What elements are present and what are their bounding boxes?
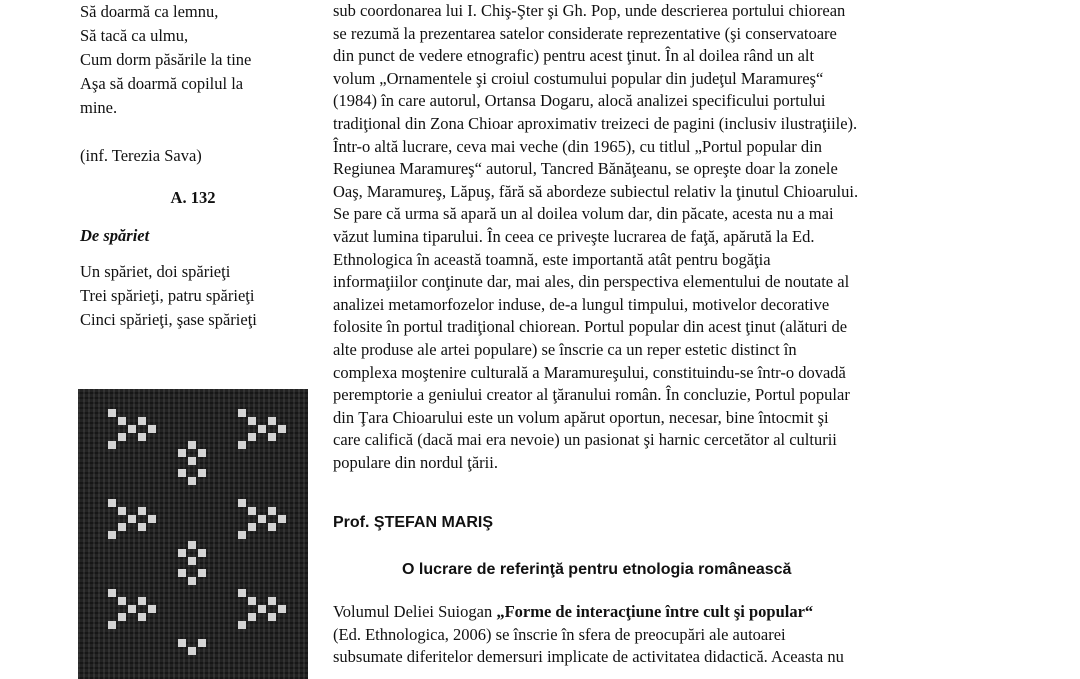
text-line: Regiunea Maramureş“ autorul, Tancred Bănăţeanu, se opreşte doar la zonele <box>333 159 838 179</box>
section-number: A. 132 <box>170 188 216 207</box>
motif-center <box>178 441 206 655</box>
text-line: tradiţional din Zona Chioar aproximativ treizeci de pagini (inclusiv ilustraţiile). <box>333 113 858 133</box>
poem-line: Să doarmă ca lemnu, <box>80 2 219 21</box>
text-line: Ethnologica în această toamnă, este importantă atât pentru bogăţia <box>333 249 771 269</box>
poem-line: Cinci spărieţi, şase spărieţi <box>80 310 257 329</box>
text-line: Se pare că urma să apară un al doilea volum dar, din păcate, acesta nu a mai <box>333 204 834 224</box>
text-line: (Ed. Ethnologica, 2006) se înscrie în sfera de preocupări ale autoarei <box>333 624 786 644</box>
text-line: volum „Ornamentele şi croiul costumului popular din judeţul Maramureş“ <box>333 68 824 88</box>
text-line <box>333 601 933 624</box>
woven-pattern-image <box>78 389 308 679</box>
second-paragraph <box>333 601 933 669</box>
poem-line: Aşa să doarmă copilul la <box>80 74 244 93</box>
text-line: se rezumă la prezentarea satelor considerate reprezentative (şi conservatoare <box>333 23 837 43</box>
text-line: peremptorie a geniului creator al ţăranului român. În concluzie, Portul popular <box>333 385 850 405</box>
text-line: din Ţara Chioarului este un volum apărut oportun, necesar, bine întocmit şi <box>333 407 829 427</box>
text-line: informaţiilor conţinute dar, mai ales, din perspectiva elementului de noutate al <box>333 272 850 292</box>
text-line: văzut lumina tiparului. În ceea ce priveşte lucrarea de faţă, apărută la Ed. <box>333 226 815 246</box>
poem-line: mine. <box>80 98 118 117</box>
text-line: din punct de vedere etnografic) pentru acest ţinut. În al doilea rând un alt <box>333 46 815 66</box>
article-title: O lucrare de referinţă pentru etnologia românească <box>402 561 792 578</box>
text-line: folosite în portul tradiţional chiorean. Portul popular din acest ţinut (alături de <box>333 317 848 337</box>
text-line: sub coordonarea lui I. Chiş-Şter şi Gh. Pop, unde descrierea portului chiorean <box>333 1 846 20</box>
main-paragraph <box>333 0 933 474</box>
text-line: Oaş, Maramureş, Lăpuş, fără să abordeze subiectul relativ la ţinutul Chioarului. <box>333 181 859 201</box>
text-line: analizei metamorfozelor induse, de-a lungul timpului, motivelor decorative <box>333 294 830 314</box>
left-column <box>80 0 320 332</box>
poem-line: Un spăriet, doi spărieţi <box>80 262 231 281</box>
text-line: Într-o altă lucrare, ceva mai veche (din 1965), cu titlul „Portul popular din <box>333 136 822 156</box>
motif-left <box>108 409 156 629</box>
poem-line: Să tacă ca ulmu, <box>80 26 189 45</box>
text-line: (1984) în care autorul, Ortansa Dogaru, alocă analizei specificului portului <box>333 91 826 111</box>
text-line: care califică (dacă mai era nevoie) un pasionat şi harnic cercetător al culturii <box>333 430 837 450</box>
book-title: „Forme de interacţiune între cult şi popular“ <box>496 602 814 621</box>
text-line: complexa moştenire culturală a Maramureşului, constituindu-se într-o dovadă <box>333 362 846 382</box>
pattern-motifs <box>78 389 308 679</box>
poem-line: Cum dorm păsările la tine <box>80 50 252 69</box>
text-line: populare din nordul ţării. <box>333 452 498 472</box>
poem-line: Trei spărieţi, patru spărieţi <box>80 286 255 305</box>
informant-note: (inf. Terezia Sava) <box>80 146 202 165</box>
motif-right <box>238 409 286 629</box>
author-name: Prof. ŞTEFAN MARIŞ <box>333 514 494 531</box>
text-segment: Volumul Deliei Suiogan <box>333 602 497 621</box>
text-line: alte produse ale artei populare) se înscrie ca un reper estetic distinct în <box>333 339 797 359</box>
text-line: subsumate diferitelor demersuri implicate de activitatea didactică. Aceasta nu <box>333 647 844 667</box>
poem-title: De spăriet <box>80 226 150 245</box>
